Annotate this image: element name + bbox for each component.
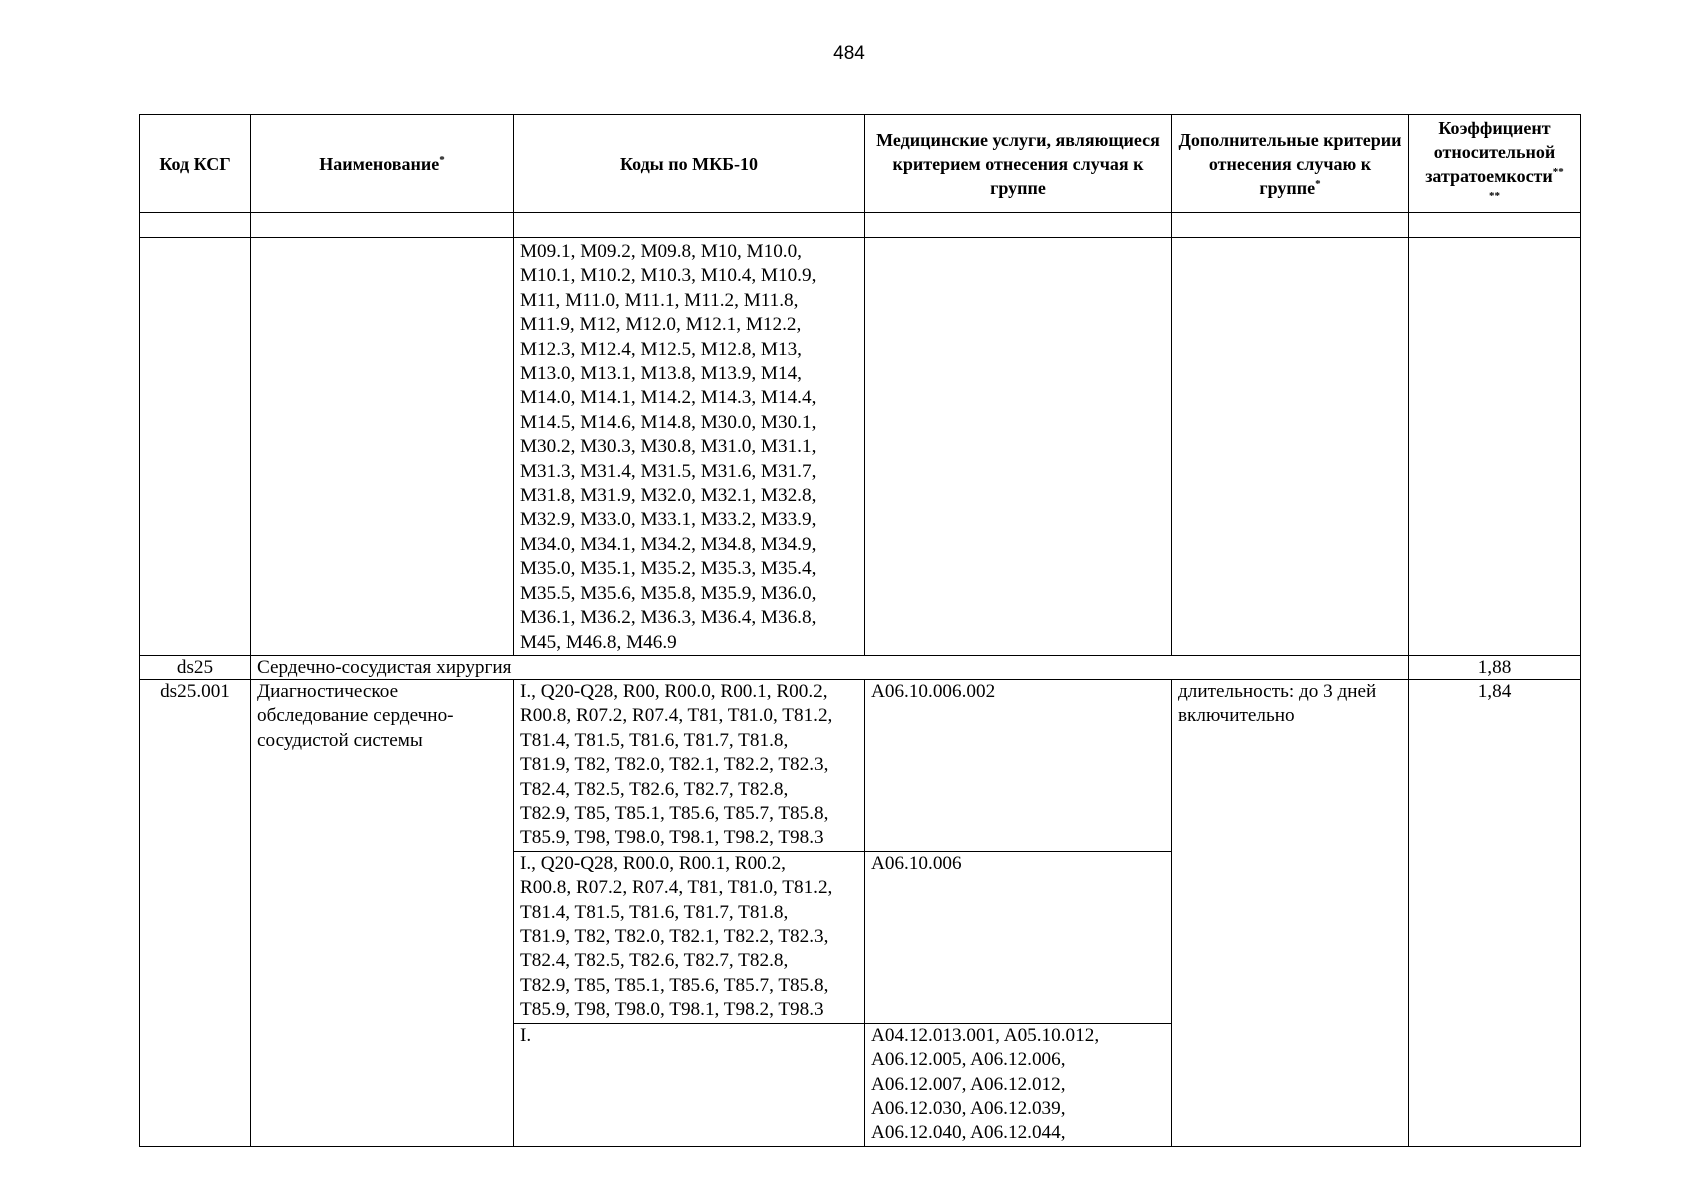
- header-extra-criteria: Дополнительные критерии отнесения случаю к группе*: [1172, 115, 1409, 213]
- mkb-codes-cell: I., Q20-Q28, R00.0, R00.1, R00.2, R00.8, R07.2, R07.4, T81, T81.0, T81.2, T81.4, T81.5, T81.6, T81.7, T81.8, T81.9, T82, T82.0, T82.1, T82.2, T82.3, T82.4, T82.5, T82.6, T82.7, T82.8, T82.9, T85, T85.1, T85.6, T85.7, T85.8, T85.9, T98, T98.0, T98.1, T98.2, T98.3: [514, 851, 865, 1023]
- group-coefficient: 1,84: [1409, 680, 1581, 1147]
- mkb-codes-cell: I., Q20-Q28, R00, R00.0, R00.1, R00.2, R00.8, R07.2, R07.4, T81, T81.0, T81.2, T81.4, T81.5, T81.6, T81.7, T81.8, T81.9, T82, T82.0, T82.1, T82.2, T82.3, T82.4, T82.5, T82.6, T82.7, T82.8, T82.9, T85, T85.1, T85.6, T85.7, T85.8, T85.9, T98, T98.0, T98.1, T98.2, T98.3: [514, 680, 865, 852]
- section-name: Сердечно-сосудистая хирургия: [251, 656, 1409, 680]
- group-code: ds25.001: [140, 680, 251, 1147]
- header-services: Медицинские услуги, являющиеся критерием отнесения случая к группе: [865, 115, 1172, 213]
- services-cell: A04.12.013.001, A05.10.012, A06.12.005, A06.12.006, A06.12.007, A06.12.012, A06.12.030, A06.12.039, A06.12.040, A06.12.044,: [865, 1023, 1172, 1146]
- section-row: [140, 656, 1581, 680]
- extra-criteria-cell: длительность: до 3 дней включительно: [1172, 680, 1409, 1147]
- blank-row: [140, 213, 1581, 238]
- footnote-mark: *: [1315, 177, 1321, 190]
- page-number: 484: [833, 43, 865, 64]
- header-row: [140, 115, 1581, 213]
- header-coefficient: Коэффициент относительной затратоемкости** **: [1409, 115, 1581, 213]
- header-code: Код КСГ: [140, 115, 251, 213]
- footnote-mark: **: [1552, 165, 1564, 178]
- header-mkb-codes: Коды по МКБ-10: [514, 115, 865, 213]
- table-row: [140, 238, 1581, 656]
- group-name: Диагностическое обследование сердечно-сосудистой системы: [251, 680, 514, 1147]
- table-row: [140, 680, 1581, 852]
- footnote-mark: **: [1489, 189, 1500, 202]
- section-code: ds25: [140, 656, 251, 680]
- mkb-codes-cell: M09.1, M09.2, M09.8, M10, M10.0, M10.1, M10.2, M10.3, M10.4, M10.9, M11, M11.0, M11.1, M11.2, M11.8, M11.9, M12, M12.0, M12.1, M12.2, M12.3, M12.4, M12.5, M12.8, M13, M13.0, M13.1, M13.8, M13.9, M14, M14.0, M14.1, M14.2, M14.3, M14.4, M14.5, M14.6, M14.8, M30.0, M30.1, M30.2, M30.3, M30.8, M31.0, M31.1, M31.3, M31.4, M31.5, M31.6, M31.7, M31.8, M31.9, M32.0, M32.1, M32.8, M32.9, M33.0, M33.1, M33.2, M33.9, M34.0, M34.1, M34.2, M34.8, M34.9, M35.0, M35.1, M35.2, M35.3, M35.4, M35.5, M35.6, M35.8, M35.9, M36.0, M36.1, M36.2, M36.3, M36.4, M36.8, M45, M46.8, M46.9: [514, 238, 865, 656]
- mkb-codes-cell: I.: [514, 1023, 865, 1146]
- section-coefficient: 1,88: [1409, 656, 1581, 680]
- services-cell: A06.10.006: [865, 851, 1172, 1023]
- footnote-mark: *: [439, 153, 445, 166]
- header-name: Наименование*: [251, 115, 514, 213]
- ksg-table: [139, 114, 1581, 1147]
- services-cell: A06.10.006.002: [865, 680, 1172, 852]
